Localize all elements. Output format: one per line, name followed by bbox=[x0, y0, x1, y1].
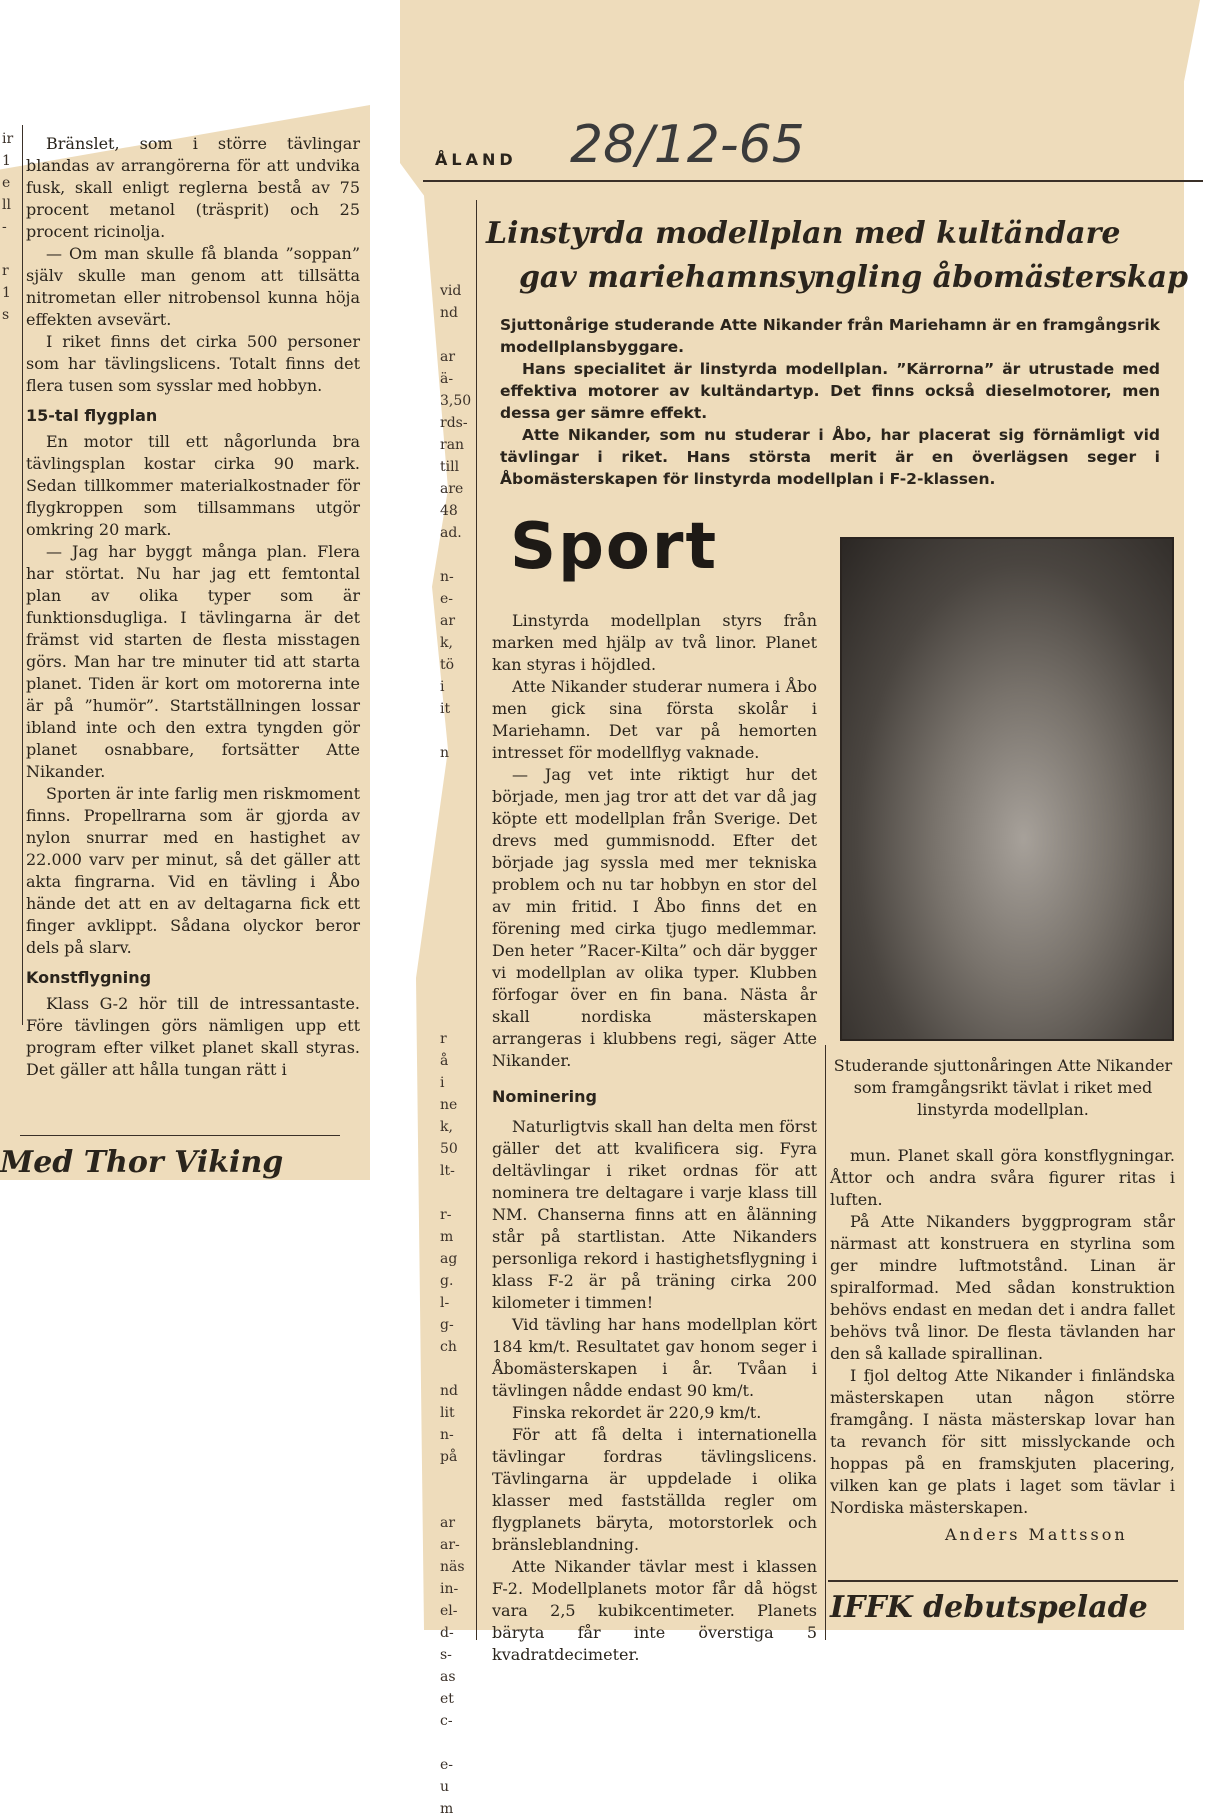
middle-fragments: vid nd ar ä- 3,50 rds- ran till are 48 ad. n- e- ar k, tö i it n r å i ne k, 50 lt- r- m ag g. l- g- ch nd lit n- på ar ar- näs in- el- d- s- as et c- e- u m bbox=[440, 283, 472, 1817]
article-lead bbox=[500, 314, 1160, 490]
left-footer-headline: Med Thor Viking bbox=[0, 1145, 284, 1180]
paragraph: Hans specialitet är linstyrda modellplan. ”Kärrorna” är utrustade med effektiva motorer av kultändartyp. Det finns också dieselmotorer, men dessa ger sämre effekt. bbox=[500, 360, 1160, 422]
headline-line-2: gav mariehamnsyngling åbomästerskap bbox=[518, 260, 1188, 295]
article-left-rule bbox=[476, 200, 477, 1640]
paragraph: Vid tävling har hans modellplan kört 184 km/t. Resultatet gav honom seger i Åbomästerskapen i år. Tvåan i tävlingen nådde endast 90 km/t. bbox=[492, 1315, 817, 1400]
portrait-photo bbox=[840, 537, 1174, 1041]
paragraph: På Atte Nikanders byggprogram står närmast att konstruera en styrlina som ger mindre luftmotstånd. Linan är spiralformad. Med sådan konstruktion behövs endast en medan det i andra fallet behövs två linor. De flesta tävlanden har den så kallade spirallinan. bbox=[830, 1212, 1175, 1363]
paragraph: Atte Nikander studerar numera i Åbo men gick sina första skolår i Mariehamn. Det var på hemorten intresset för modellflyg vaknade. bbox=[492, 677, 817, 762]
column-divider bbox=[825, 1045, 826, 1640]
paragraph: Finska rekordet är 220,9 km/t. bbox=[512, 1403, 762, 1422]
paragraph: Sjuttonårige studerande Atte Nikander från Mariehamn är en framgångsrik modellplansbyggare. bbox=[500, 316, 1160, 356]
paragraph: Klass G-2 hör till de intressantaste. Före tävlingen görs nämligen upp ett program efter vilket planet skall styras. Det gäller att hålla tungan rätt i bbox=[26, 994, 360, 1079]
bottom-rule bbox=[828, 1580, 1178, 1582]
sport-logo: Sport bbox=[510, 510, 719, 584]
paragraph: Atte Nikander tävlar mest i klassen F-2. Modellplanets motor får då högst vara 2,5 kubikcentimeter. Planets bäryta får inte överstiga 5 kvadratdecimeter. bbox=[492, 1557, 817, 1664]
left-margin-fragments: ir 1 e ll - r 1 s bbox=[2, 131, 14, 323]
paragraph: — Jag har byggt många plan. Flera har störtat. Nu har jag ett femtontal plan av olika typer som är funktionsdugliga. I tävlingarna är det främst vid starten de flesta misstagen görs. Man har tre minuter tid att starta planet. Tiden är kort om motorerna inte är på ”humör”. Startställningen lossar ibland inte och den extra tyngden gör planet osnabbare, fortsätter Atte Nikander. bbox=[26, 542, 360, 781]
paragraph: Atte Nikander, som nu studerar i Åbo, har placerat sig förnämligt vid tävlingar i riket. Hans största merit är en överlägsen seger i Åbomästerskapen för linstyrda modellplan i F-2-klassen. bbox=[500, 426, 1160, 488]
left-column-rule bbox=[22, 125, 23, 1025]
left-footer-rule bbox=[20, 1135, 340, 1136]
paragraph: För att få delta i internationella tävlingar fordras tävlingslicens. Tävlingarna är uppdelade i olika klasser med fastställda regler om flygplanets bäryta, motorstorlek och bränsleblandning. bbox=[492, 1425, 817, 1554]
paragraph: — Om man skulle få blanda ”soppan” själv skulle man genom att tillsätta nitrometan eller nitrobensol kunna höja effekten avsevärt. bbox=[26, 244, 360, 329]
article-column-2 bbox=[830, 1145, 1175, 1519]
paragraph: mun. Planet skall göra konstflygningar. Åttor och andra svåra figurer ritas i luften. bbox=[830, 1146, 1175, 1209]
top-rule bbox=[423, 180, 1203, 182]
headline bbox=[478, 212, 1188, 300]
paragraph: I fjol deltog Atte Nikander i finländska mästerskapen utan någon större framgång. I nästa mästerskap lovar han ta revanch för sitt misslyckande och hoppas på en framskjuten placering, vilken kan ge plats i laget som tävlar i Nordiska mästerskapen. bbox=[830, 1366, 1175, 1517]
paragraph: — Jag vet inte riktigt hur det började, men jag tror att det var då jag köpte ett modellplan från Sverige. Det drevs med gummisnodd. Efter det började jag syssla med mer tekniska problem och nu tar hobbyn en stor del av min fritid. I Åbo finns det en förening med cirka tjugo medlemmar. Den heter ”Racer-Kilta” och där bygger vi modellplan av olika typer. Klubben förfogar över en fin bana. Nästa år skall nordiska mästerskapen arrangeras i klubbens regi, säger Atte Nikander. bbox=[492, 765, 817, 1070]
section-label: ÅLAND bbox=[435, 150, 517, 169]
paragraph: Linstyrda modellplan styrs från marken med hjälp av två linor. Planet kan styras i höjdled. bbox=[492, 611, 817, 674]
footer-headline: IFFK debutspelade bbox=[830, 1590, 1148, 1625]
left-column bbox=[26, 133, 360, 1081]
photo-caption: Studerande sjuttonåringen Atte Nikander som framgångsrikt tävlat i riket med linstyrda modellplan. bbox=[833, 1056, 1173, 1119]
article-column-1 bbox=[492, 610, 817, 1666]
headline-line-1: Linstyrda modellplan med kultändare bbox=[486, 216, 1121, 251]
handwritten-date: 28/12-65 bbox=[570, 115, 805, 175]
paragraph: I riket finns det cirka 500 personer som har tävlingslicens. Totalt finns det flera tusen som sysslar med hobbyn. bbox=[26, 332, 360, 395]
paragraph: Bränslet, som i större tävlingar blandas av arrangörerna för att undvika fusk, skall enligt reglerna bestå av 75 procent metanol (träsprit) och 25 procent ricinolja. bbox=[26, 134, 360, 241]
subhead-konstflygning: Konstflygning bbox=[26, 968, 152, 987]
paragraph: Naturligtvis skall han delta men först gäller det att kvalificera sig. Fyra deltävlingar i riket ordnas för att nominera tre deltagare i varje klass till NM. Chanserna finns att en ålänning står på startlistan. Atte Nikanders personliga rekord i hastighetsflygning i klass F-2 är på träning cirka 200 kilometer i timmen! bbox=[492, 1117, 817, 1312]
subhead-nominering: Nominering bbox=[492, 1087, 597, 1106]
paragraph: En motor till ett någorlunda bra tävlingsplan kostar cirka 90 mark. Sedan tillkommer materialkostnader för flygkroppen som tillsammans utgör omkring 20 mark. bbox=[26, 432, 360, 539]
byline: Anders Mattsson bbox=[945, 1525, 1128, 1544]
subhead-flygplan: 15-tal flygplan bbox=[26, 406, 158, 425]
paragraph: Sporten är inte farlig men riskmoment finns. Propellrarna som är gjorda av nylon snurrar med en hastighet av 22.000 varv per minut, så det gäller att akta fingrarna. Vid en tävling i Åbo hände det att en av deltagarna fick ett finger avklippt. Sådana olyckor beror dels på slarv. bbox=[26, 784, 361, 957]
